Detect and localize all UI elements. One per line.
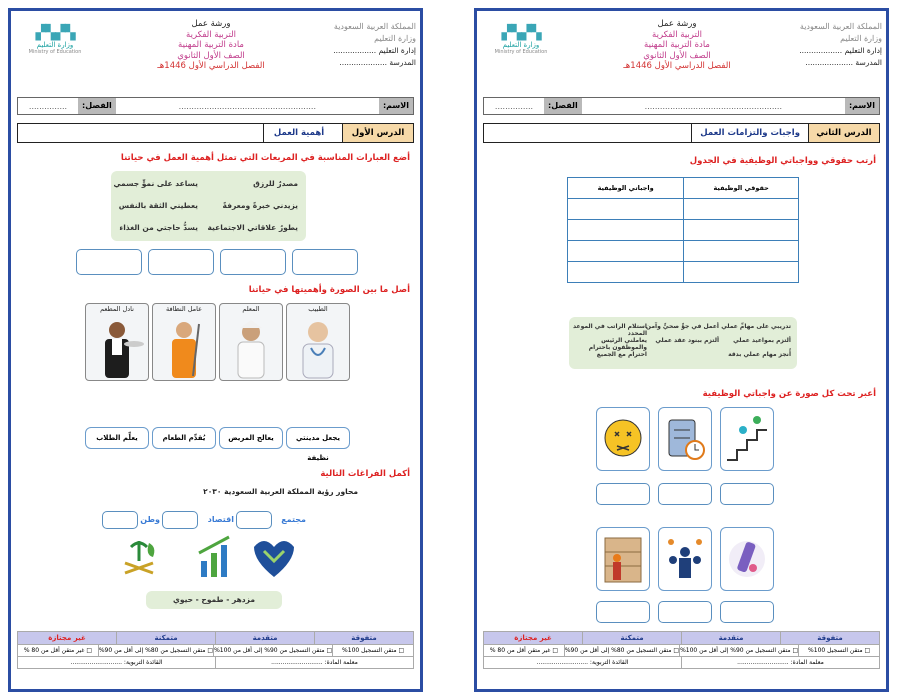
photo-waiter: نادل المطعم xyxy=(85,303,149,381)
phrase: يساعد على نموٍّ جسمي xyxy=(113,179,198,188)
criteria-row xyxy=(17,644,414,656)
stairs-teamwork-icon xyxy=(721,408,773,470)
lesson-label: الدرس الأول xyxy=(342,124,413,142)
people-network-icon xyxy=(659,528,711,590)
name-bar xyxy=(483,97,880,115)
icon-card xyxy=(596,407,650,471)
name-field[interactable]: ...................................................... xyxy=(178,101,316,111)
photo-cleaner: عامل النظافة xyxy=(152,303,216,381)
phrase: يطورُ علاقاتي الاجتماعية xyxy=(207,223,298,232)
levels-row: متفوقة متقدمة متمكنة غير مجتازة xyxy=(17,631,414,644)
subject-2: مادة التربية المهنية xyxy=(178,40,244,50)
question-1: أرتب حقوقي وواجباتي الوظيفية في الجدول xyxy=(689,156,876,166)
kingdom-emblem: المملكة العربية السعودية xyxy=(799,22,882,31)
header-title-block xyxy=(121,19,301,72)
answer-box[interactable] xyxy=(720,483,774,505)
criteria-checkbox[interactable]: □ متقن التسجيل 100% xyxy=(332,645,413,656)
subject-2: مادة التربية المهنية xyxy=(644,40,710,50)
icon-card xyxy=(720,407,774,471)
assessment-footer xyxy=(17,631,414,683)
icon-card xyxy=(720,527,774,591)
workshop-title: ورشة عمل xyxy=(191,19,231,29)
name-field[interactable]: ...................................................... xyxy=(644,101,782,111)
criteria-checkbox[interactable]: □ غير متقن أقل من 80 % xyxy=(23,647,93,654)
moe-logo: ▚▞▚▞ وزارة التعليم Ministry of Education xyxy=(485,25,557,55)
moe-logo-mark: ▚▞▚▞ xyxy=(501,25,541,41)
answer-box[interactable] xyxy=(148,249,214,275)
question-3: أكمل الفراغات التالية xyxy=(320,469,410,479)
phrase: يزيدني خبرةً ومعرفةً xyxy=(222,201,298,210)
answer-box[interactable] xyxy=(658,601,712,623)
name-bar xyxy=(17,97,414,115)
worksheet-page-lesson-2 xyxy=(474,8,889,692)
warehouse-worker-icon xyxy=(597,528,649,590)
table-cell[interactable] xyxy=(568,241,684,262)
leader-signature: القائدة التربوية: ........................... xyxy=(70,659,163,666)
criteria-checkbox[interactable]: □ متقن التسجيل من 80% إلى أقل من 90% xyxy=(564,647,680,654)
phrase: مصدرٌ للرزق xyxy=(253,179,298,188)
answer-box[interactable] xyxy=(720,601,774,623)
lesson-title: واجبات والتزامات العمل xyxy=(691,124,808,142)
saudi-emblem-icon xyxy=(125,541,154,573)
grade: الصف الأول الثانوي xyxy=(643,50,711,61)
vision-fields xyxy=(106,511,306,531)
question-2: أعبر تحت كل صورة عن واجباتي الوظيفية xyxy=(702,389,876,399)
vision-blank[interactable] xyxy=(236,511,272,529)
phrase: يعاملني الرئيس والموظفون باحترام xyxy=(588,337,647,351)
lesson-label: الدرس الثاني xyxy=(808,124,879,142)
photo-doctor: الطبيب xyxy=(286,303,350,381)
vaccine-icon xyxy=(721,528,773,590)
criteria-checkbox[interactable]: □ متقن التسجيل من 90% إلى أقل من 100% xyxy=(680,647,799,654)
doctor-image xyxy=(287,314,349,378)
phrase: استلام الراتب في الموعد المحدد xyxy=(573,323,647,337)
assessment-footer xyxy=(483,631,880,683)
class-field[interactable]: ............... xyxy=(494,101,534,111)
criteria-checkbox[interactable]: □ غير متقن أقل من 80 % xyxy=(489,647,559,654)
signature-row xyxy=(17,656,414,669)
subject-1: التربية الفكرية xyxy=(652,29,702,40)
answer-box[interactable] xyxy=(220,249,286,275)
levels-row: متفوقة متقدمة متمكنة غير مجتازة xyxy=(483,631,880,644)
table-cell[interactable] xyxy=(684,199,799,220)
question-1: أضع العبارات المناسبة في المربعات التي تمثل أهمية العمل في حياتنا xyxy=(120,153,410,163)
role-pill[interactable]: يجعل مدينتي نظيفة xyxy=(286,427,350,449)
ministry-emblem: وزارة التعليم xyxy=(374,34,416,43)
vision-title: محاور رؤية المملكة العربية السعودية ٢٠٣٠ xyxy=(203,487,358,496)
teacher-signature: معلمة المادة: ........................... xyxy=(215,657,413,668)
vision-icons xyxy=(119,533,309,585)
rights-header: حقوقي الوظيفية xyxy=(684,178,799,199)
subject-1: التربية الفكرية xyxy=(186,29,236,40)
term: الفصل الدراسي الأول 1446هـ xyxy=(623,61,731,71)
phrase: يعطيني الثقة بالنفس xyxy=(118,201,198,210)
kingdom-emblem: المملكة العربية السعودية xyxy=(333,22,416,31)
phrase: ألتزم بمواعيد عملي xyxy=(733,337,791,344)
role-pill[interactable]: يعالج المريض xyxy=(219,427,283,449)
lesson-title: أهمية العمل xyxy=(263,124,342,142)
lesson-header xyxy=(483,123,880,143)
phrase-bank xyxy=(111,171,306,241)
answer-box[interactable] xyxy=(596,601,650,623)
phrase-bank xyxy=(569,317,797,369)
grade: الصف الأول الثانوي xyxy=(177,50,245,61)
worksheet-page-lesson-1 xyxy=(8,8,423,692)
role-pill[interactable]: يعلِّم الطلاب xyxy=(85,427,149,449)
teacher-image xyxy=(220,314,282,378)
phrase: أعمل في جوٍّ صحيٍّ وآمن xyxy=(645,323,719,330)
criteria-checkbox[interactable]: □ متقن التسجيل 100% xyxy=(798,645,879,656)
vision-label-nation: وطن xyxy=(140,515,160,524)
moe-logo: ▚▞▚▞ وزارة التعليم Ministry of Education xyxy=(19,25,91,55)
teacher-signature: معلمة المادة: ........................... xyxy=(681,657,879,668)
answer-box[interactable] xyxy=(292,249,358,275)
vision-blank[interactable] xyxy=(162,511,198,529)
growth-chart-icon xyxy=(199,537,229,577)
name-label: الاسم: xyxy=(845,98,879,114)
admin-label: إدارة التعليم .................. xyxy=(799,46,882,55)
criteria-checkbox[interactable]: □ متقن التسجيل من 90% إلى أقل من 100% xyxy=(214,647,333,654)
silent-face-icon xyxy=(597,408,649,470)
word-bank: مزدهر - طموح - حيوي xyxy=(146,591,282,609)
icon-card xyxy=(658,407,712,471)
cleaner-image xyxy=(153,314,215,378)
ministry-emblem: وزارة التعليم xyxy=(840,34,882,43)
role-pill[interactable]: يُقدِّم الطعام xyxy=(152,427,216,449)
lesson-header xyxy=(17,123,414,143)
name-label: الاسم: xyxy=(379,98,413,114)
answer-box[interactable] xyxy=(658,483,712,505)
ministry-block xyxy=(316,21,416,69)
class-label: الفصل: xyxy=(78,98,116,114)
table-cell[interactable] xyxy=(568,220,684,241)
waiter-image xyxy=(86,314,148,378)
clipboard-clock-icon xyxy=(659,408,711,470)
ministry-block xyxy=(782,21,882,69)
phrase: أُنجز مهام عملي بدقة xyxy=(728,351,791,358)
phrase: تدريبي على مهامِّ عملي xyxy=(721,323,791,330)
workshop-title: ورشة عمل xyxy=(657,19,697,29)
criteria-row xyxy=(483,644,880,656)
header-title-block xyxy=(587,19,767,72)
school-label: المدرسة .................... xyxy=(805,58,882,67)
icon-card xyxy=(596,527,650,591)
duties-header: واجباتي الوظيفية xyxy=(568,178,684,199)
leader-signature: القائدة التربوية: ........................... xyxy=(536,659,629,666)
vision-label-economy: اقتصاد xyxy=(207,515,234,524)
vision-blank[interactable] xyxy=(102,511,138,529)
phrase: احترام مع الجميع xyxy=(596,351,647,358)
question-2: أصل ما بين الصورة وأهميتها في حياتنا xyxy=(248,285,410,295)
answer-box[interactable] xyxy=(76,249,142,275)
moe-logo-mark: ▚▞▚▞ xyxy=(35,25,75,41)
table-cell[interactable] xyxy=(684,241,799,262)
table-cell[interactable] xyxy=(568,262,684,283)
answer-box[interactable] xyxy=(596,483,650,505)
icon-card xyxy=(658,527,712,591)
table-cell[interactable] xyxy=(568,199,684,220)
vision-label-society: مجتمع xyxy=(281,515,306,524)
table-cell[interactable] xyxy=(684,220,799,241)
phrase: ألتزم ببنود عقد عملي xyxy=(655,337,719,344)
phrase: يسدُّ حاجتي من الغذاء xyxy=(119,223,198,232)
heart-icon xyxy=(254,541,294,577)
rights-duties-table xyxy=(567,177,799,283)
admin-label: إدارة التعليم .................. xyxy=(333,46,416,55)
photo-teacher: المعلم xyxy=(219,303,283,381)
school-label: المدرسة .................... xyxy=(339,58,416,67)
class-label: الفصل: xyxy=(544,98,582,114)
class-field[interactable]: ............... xyxy=(28,101,68,111)
criteria-checkbox[interactable]: □ متقن التسجيل من 80% إلى أقل من 90% xyxy=(98,647,214,654)
term: الفصل الدراسي الأول 1446هـ xyxy=(157,61,265,71)
table-cell[interactable] xyxy=(684,262,799,283)
signature-row xyxy=(483,656,880,669)
